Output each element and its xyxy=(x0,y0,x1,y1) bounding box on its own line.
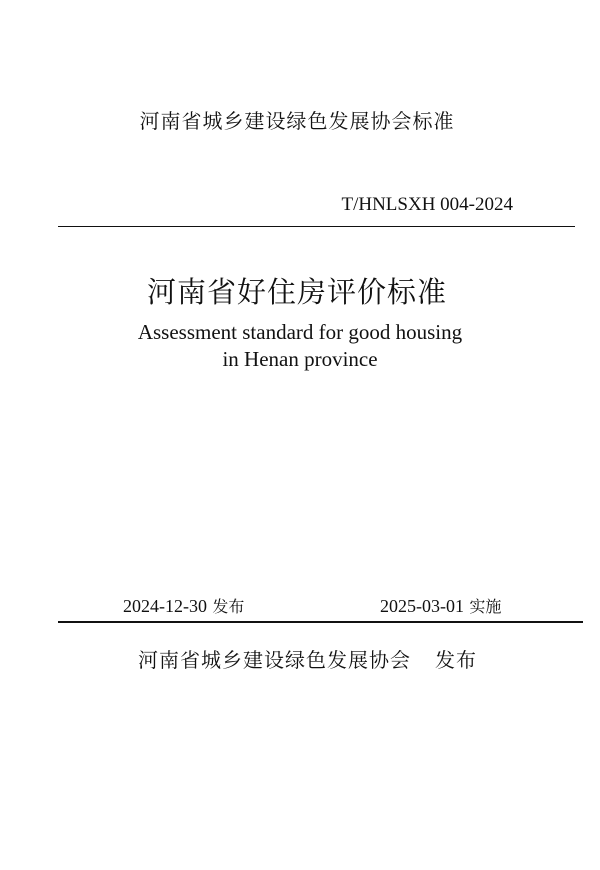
standard-code: T/HNLSXH 004-2024 xyxy=(341,194,513,215)
issue-date-block xyxy=(123,594,244,619)
top-divider xyxy=(58,226,575,227)
document-title-english-line-1: Assessment standard for good housing xyxy=(137,320,463,344)
document-title-chinese: 河南省好住房评价标准 xyxy=(146,275,447,309)
effective-date-block xyxy=(380,594,501,619)
publisher-name: 河南省城乡建设绿色发展协会 xyxy=(138,648,411,672)
organization-header: 河南省城乡建设绿色发展协会标准 xyxy=(139,109,455,133)
publish-label: 发布 xyxy=(435,648,477,672)
issue-label: 发布 xyxy=(212,597,245,616)
publisher-line xyxy=(138,645,477,675)
document-title-english-line-2: in Henan province xyxy=(222,347,378,371)
bottom-divider xyxy=(58,621,583,623)
issue-date: 2024-12-30 xyxy=(123,596,207,616)
effective-label: 实施 xyxy=(469,597,502,616)
effective-date: 2025-03-01 xyxy=(380,596,464,616)
